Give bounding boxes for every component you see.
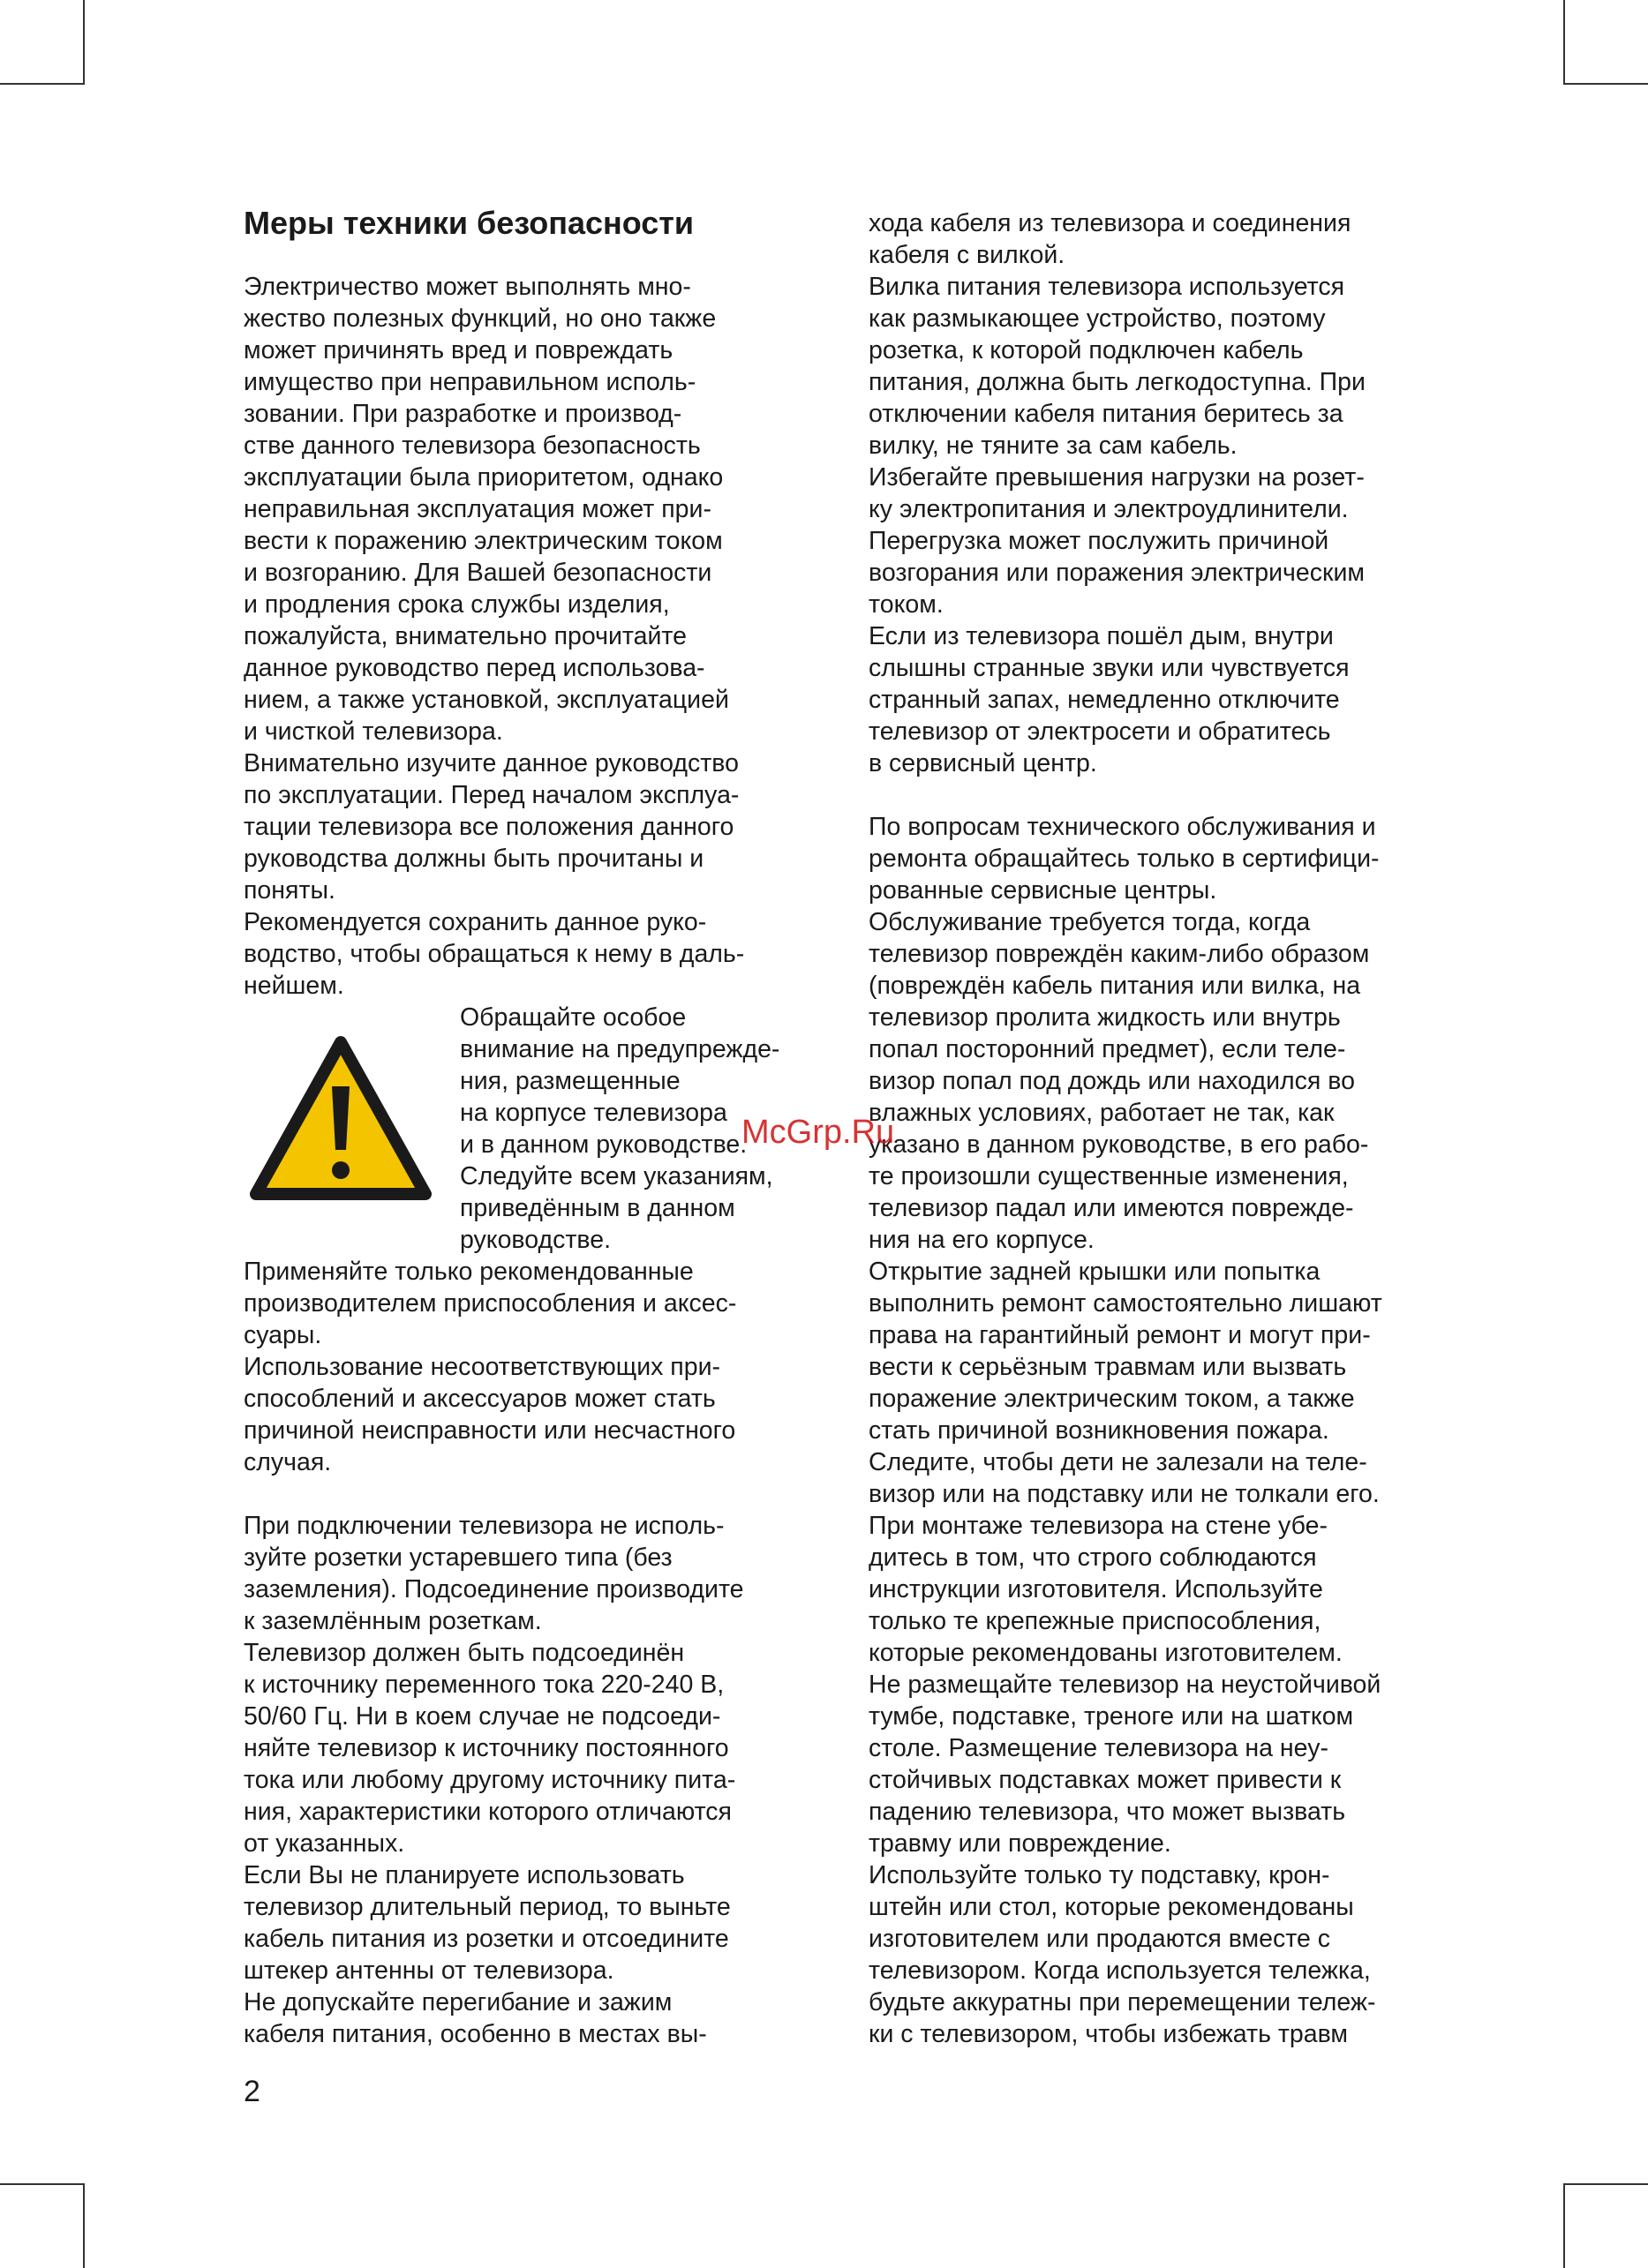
text-line: пожалуйста, внимательно прочитайте	[244, 622, 687, 650]
text-line: травму или повреждение.	[869, 1829, 1171, 1858]
text-line: кабеля с вилкой.	[869, 241, 1065, 269]
power-paragraph	[244, 1510, 826, 2050]
text-line: ку электропитания и электроудлинители.	[869, 495, 1349, 523]
text-line: ния на его корпусе.	[869, 1226, 1095, 1254]
service-paragraph	[869, 811, 1469, 2050]
paragraph-gap	[244, 1478, 826, 1510]
text-line: Следите, чтобы дети не залезали на теле-	[869, 1448, 1367, 1476]
text-line: Телевизор должен быть подсоединён	[244, 1639, 685, 1667]
page-number: 2	[244, 2075, 260, 2108]
text-line: причиной неисправности или несчастного	[244, 1416, 736, 1445]
text-line: от указанных.	[244, 1829, 405, 1858]
text-line: ния, размещенные	[460, 1067, 681, 1095]
text-line: зовании. При разработке и производ-	[244, 400, 682, 428]
text-line: может причинять вред и повреждать	[244, 336, 673, 364]
text-line: столе. Размещение телевизора на неу-	[869, 1734, 1328, 1762]
left-column	[244, 207, 826, 2050]
text-line: руководства должны быть прочитаны и	[244, 845, 704, 873]
text-line: Применяйте только рекомендованные	[244, 1258, 694, 1286]
text-line: которые рекомендованы изготовителем.	[869, 1639, 1343, 1667]
text-line: и в данном руководстве.	[460, 1130, 748, 1159]
text-line: имущество при неправильном исполь-	[244, 368, 696, 396]
text-line: визор попал под дождь или находился во	[869, 1067, 1355, 1095]
text-line: Не размещайте телевизор на неустойчивой	[869, 1671, 1381, 1699]
text-line: визор или на подставку или не толкали его.	[869, 1480, 1380, 1508]
text-line: телевизор повреждён каким-либо образом	[869, 940, 1370, 968]
accessories-paragraph	[244, 1256, 826, 1478]
text-line: на корпусе телевизора	[460, 1099, 727, 1127]
text-line: инструкции изготовителя. Используйте	[869, 1575, 1323, 1603]
text-line: тока или любому другому источнику пита-	[244, 1766, 736, 1794]
text-line: только те крепежные приспособления,	[869, 1607, 1321, 1635]
text-line: Обращайте особое	[460, 1003, 687, 1032]
text-line: слышны странные звуки или чувствуется	[869, 654, 1350, 682]
text-line: Перегрузка может послужить причиной	[869, 527, 1329, 555]
text-line: приведённым в данном	[460, 1194, 735, 1222]
text-line: тумбе, подставке, треноге или на шатком	[869, 1702, 1354, 1731]
text-line: вести к поражению электрическим током	[244, 527, 723, 555]
text-line: По вопросам технического обслуживания и	[869, 813, 1376, 841]
text-line: суары.	[244, 1321, 322, 1349]
warning-block	[244, 1002, 826, 1256]
text-line: поняты.	[244, 876, 335, 905]
text-line: случая.	[244, 1448, 332, 1476]
text-line: Следуйте всем указаниям,	[460, 1162, 773, 1190]
text-line: способлений и аксессуаров может стать	[244, 1385, 716, 1413]
text-line: телевизор длительный период, то выньте	[244, 1893, 731, 1921]
intro-paragraph	[244, 271, 826, 1002]
text-line: Электричество может выполнять мно-	[244, 273, 691, 301]
page-title: Меры техники безопасности	[244, 205, 695, 241]
text-line: (повреждён кабель питания или вилка, на	[869, 972, 1361, 1000]
text-line: зуйте розетки устаревшего типа (без	[244, 1543, 673, 1572]
text-line: телевизором. Когда используется тележка,	[869, 1956, 1371, 1985]
text-line: кабеля питания, особенно в местах вы-	[244, 2020, 707, 2048]
text-line: жество полезных функций, но оно также	[244, 304, 717, 333]
text-line: стве данного телевизора безопасность	[244, 432, 701, 460]
crop-mark	[1563, 2183, 1648, 2185]
text-line: как размыкающее устройство, поэтому	[869, 304, 1326, 333]
text-line: нейшем.	[244, 972, 344, 1000]
text-line: к источнику переменного тока 220-240 В,	[244, 1671, 725, 1699]
watermark: McGrp.Ru	[741, 1114, 895, 1151]
text-line: возгорания или поражения электрическим	[869, 559, 1365, 587]
text-line: водство, чтобы обращаться к нему в даль-	[244, 940, 745, 968]
text-line: хода кабеля из телевизора и соединения	[869, 209, 1351, 237]
text-line: стать причиной возникновения пожара.	[869, 1416, 1329, 1445]
text-line: рованные сервисные центры.	[869, 876, 1217, 905]
text-line: поражение электрическим током, а также	[869, 1385, 1355, 1413]
text-line: заземления). Подсоединение производите	[244, 1575, 744, 1603]
text-line: током.	[869, 590, 944, 619]
warning-text	[460, 1002, 779, 1256]
right-column	[869, 207, 1469, 2050]
text-line: и продления срока службы изделия,	[244, 590, 670, 619]
text-line: розетка, к которой подключен кабель	[869, 336, 1304, 364]
text-line: будьте аккуратны при перемещении тележ-	[869, 1988, 1376, 2016]
crop-mark	[83, 2183, 85, 2268]
text-line: нием, а также установкой, эксплуатацией	[244, 686, 729, 714]
text-line: 50/60 Гц. Ни в коем случае не подсоеди-	[244, 1702, 721, 1731]
crop-mark	[1563, 0, 1565, 85]
crop-mark	[83, 0, 85, 85]
text-line: ремонта обращайтесь только в сертифици-	[869, 845, 1380, 873]
text-line: данное руководство перед использова-	[244, 654, 705, 682]
text-line: вести к серьёзным травмам или вызвать	[869, 1353, 1347, 1381]
text-line: питания, должна быть легкодоступна. При	[869, 368, 1366, 396]
cable-paragraph	[869, 207, 1469, 779]
text-line: ния, характеристики которого отличаются	[244, 1798, 732, 1826]
text-line: ки с телевизором, чтобы избежать травм	[869, 2020, 1349, 2048]
crop-mark	[1563, 2183, 1565, 2268]
text-line: неправильная эксплуатация может при-	[244, 495, 711, 523]
text-line: права на гарантийный ремонт и могут при-	[869, 1321, 1371, 1349]
text-line: изготовителем или продаются вместе с	[869, 1925, 1330, 1953]
text-line: Если Вы не планируете использовать	[244, 1861, 685, 1889]
text-line: руководстве.	[460, 1226, 611, 1254]
text-line: в сервисный центр.	[869, 749, 1097, 777]
crop-mark	[1563, 83, 1648, 85]
text-line: вилку, не тяните за сам кабель.	[869, 432, 1238, 460]
text-line: няйте телевизор к источнику постоянного	[244, 1734, 729, 1762]
text-line: телевизор пролита жидкость или внутрь	[869, 1003, 1341, 1032]
text-line: Обслуживание требуется тогда, когда	[869, 908, 1311, 936]
text-line: падению телевизора, что может вызвать	[869, 1798, 1346, 1826]
text-line: эксплуатации была приоритетом, однако	[244, 463, 724, 492]
crop-mark	[0, 83, 85, 85]
warning-triangle-icon	[247, 1033, 434, 1205]
text-line: попал посторонний предмет), если теле-	[869, 1035, 1346, 1063]
crop-mark	[0, 2183, 85, 2185]
text-line: те произошли существенные изменения,	[869, 1162, 1349, 1190]
text-line: При подключении телевизора не исполь-	[244, 1512, 725, 1540]
text-line: Вилка питания телевизора используется	[869, 273, 1345, 301]
paragraph-gap	[869, 779, 1469, 811]
text-line: указано в данном руководстве, в его рабо-	[869, 1130, 1369, 1159]
text-line: странный запах, немедленно отключите	[869, 686, 1340, 714]
text-line: производителем приспособления и аксес-	[244, 1289, 737, 1318]
text-line: по эксплуатации. Перед началом эксплуа-	[244, 781, 740, 809]
text-line: Использование несоответствующих при-	[244, 1353, 720, 1381]
text-line: телевизор от электросети и обратитесь	[869, 717, 1331, 746]
text-line: Используйте только ту подставку, крон-	[869, 1861, 1330, 1889]
text-line: телевизор падал или имеются поврежде-	[869, 1194, 1354, 1222]
text-line: влажных условиях, работает не так, как	[869, 1099, 1335, 1127]
text-line: и чисткой телевизора.	[244, 717, 503, 746]
text-line: кабель питания из розетки и отсоедините	[244, 1925, 729, 1953]
text-line: дитесь в том, что строго соблюдаются	[869, 1543, 1317, 1572]
text-line: Избегайте превышения нагрузки на розет-	[869, 463, 1365, 492]
text-line: тации телевизора все положения данного	[244, 813, 734, 841]
text-line: отключении кабеля питания беритесь за	[869, 400, 1343, 428]
text-line: При монтаже телевизора на стене убе-	[869, 1512, 1328, 1540]
text-line: выполнить ремонт самостоятельно лишают	[869, 1289, 1382, 1318]
text-line: стойчивых подставках может привести к	[869, 1766, 1342, 1794]
text-line: Не допускайте перегибание и зажим	[244, 1988, 673, 2016]
text-line: штекер антенны от телевизора.	[244, 1956, 614, 1985]
text-line: внимание на предупрежде-	[460, 1035, 780, 1063]
text-line: Открытие задней крышки или попытка	[869, 1258, 1321, 1286]
text-line: Внимательно изучите данное руководство	[244, 749, 739, 777]
text-line: Если из телевизора пошёл дым, внутри	[869, 622, 1334, 650]
text-line: к заземлённым розеткам.	[244, 1607, 542, 1635]
text-line: и возгоранию. Для Вашей безопасности	[244, 559, 712, 587]
text-line: Рекомендуется сохранить данное руко-	[244, 908, 707, 936]
text-line: штейн или стол, которые рекомендованы	[869, 1893, 1354, 1921]
